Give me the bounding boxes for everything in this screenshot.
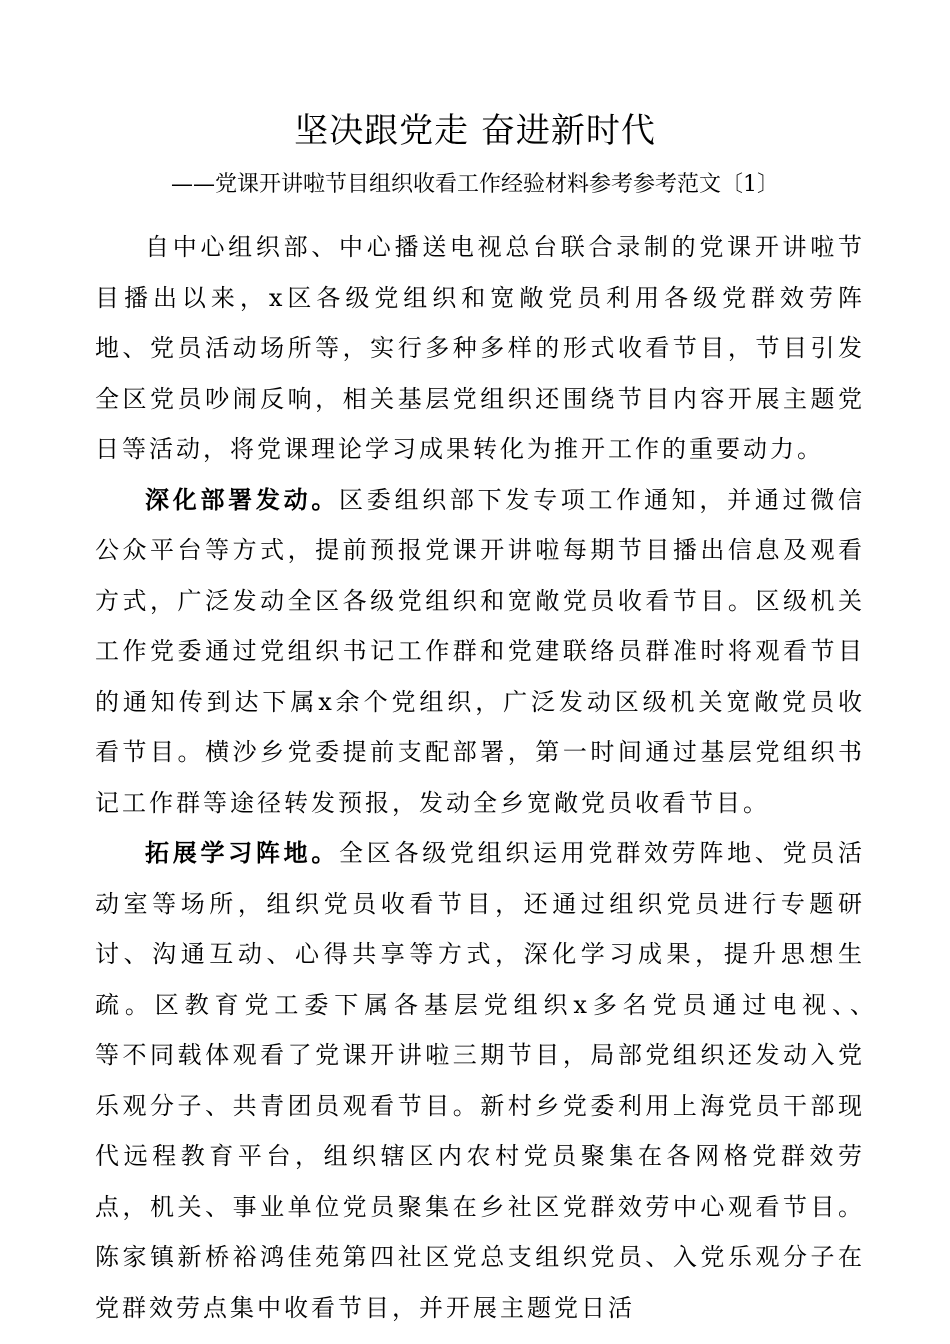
document-title: 坚决跟党走 奋进新时代: [294, 111, 656, 151]
paragraph-lead: 拓展学习阵地。: [145, 839, 340, 867]
document-subtitle: ——党课开讲啦节目组织收看工作经验材料参考参考范文〔1〕: [171, 172, 779, 197]
paragraph-text: 自中心组织部、中心播送电视总台联合录制的党课开讲啦节目播出以来，x区各级党组织和宽敞党员利用各级党群效劳阵地、党员活动场所等，实行多种多样的形式收看节目，节目引发全区党员吵闹反响，相关基层党组织还围绕节目内容开展主题党日等活动，将党课理论学习成果转化为推开工作的重要动力。: [95, 233, 865, 463]
paragraph-expand: [95, 828, 919, 1333]
paragraph-intro: [95, 222, 865, 475]
paragraph-text: 区委组织部下发专项工作通知，并通过微信公众平台等方式，提前预报党课开讲啦每期节目播出信息及观看方式，广泛发动全区各级党组织和宽敞党员收看节目。区级机关工作党委通过党组织书记工作群和党建联络员群准时将观看节目的通知传到达下属x余个党组织，广泛发动区级机关宽敞党员收看节目。横沙乡党委提前支配部署，第一时间通过基层党组织书记工作群等途径转发预报，发动全乡宽敞党员收看节目。: [95, 485, 866, 817]
paragraph-lead: 深化部署发动。: [145, 485, 340, 514]
paragraph-deploy: [95, 475, 865, 829]
paragraph-text: 全区各级党组织运用党群效劳阵地、党员活动室等场所，组织党员收看节目，还通过组织党员进行专题研讨、沟通互动、心得共享等方式，深化学习成果，提升思想生疏。区教育党工委下属各基层党组织x多名党员通过电视、、 等不同载体观看了党课开讲啦三期节目，局部党组织还发动入党乐观分子、共青团员观看节目。新村乡党委利用上海党员干部现代远程教育平台，组织辖区内农村党员聚集在各网格党群效劳点，机关、事业单位党员聚集在乡社区党群效劳中心观看节目。陈家镇新桥裕鸿佳苑第四社区党总支组织党员、入党乐观分子在党群效劳点集中收看节目，并开展主题党日活: [95, 839, 919, 1322]
document-body: [95, 222, 919, 1333]
